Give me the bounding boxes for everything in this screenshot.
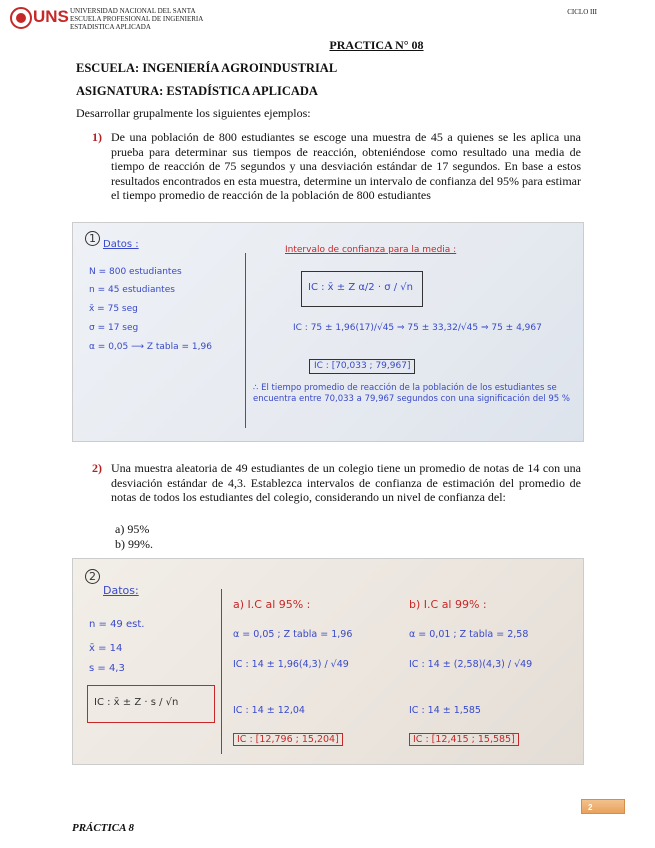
a-result: IC : [12,796 ; 15,204] [233, 733, 343, 746]
b-result: IC : [12,415 ; 15,585] [409, 733, 519, 746]
institution-line: ESTADISTICA APLICADA [70, 23, 151, 31]
option-b: b) 99%. [115, 537, 153, 551]
ic-heading: Intervalo de confianza para la media : [285, 245, 457, 255]
problem-text: Una muestra aleatoria de 49 estudiantes de un colegio tiene un promedio de notas de 14 con una desviación estándar de 4,3. Establezca intervalos de confianza de estimación del promedio de notas de todos los estudiantes del colegio, considerando un nivel de confianza del: [111, 461, 581, 504]
datos-item: n = 49 est. [89, 619, 145, 630]
ic-calc: IC : 75 ± 1,96(17)/√45 ⇒ 75 ± 33,32/√45 ⇒ 75 ± 4,967 [293, 323, 542, 333]
datos-item: s = 4,3 [89, 663, 125, 674]
datos-item: n = 45 estudiantes [89, 285, 175, 295]
escuela-line: ESCUELA: INGENIERÍA AGROINDUSTRIAL [76, 61, 338, 75]
a-line: IC : 14 ± 1,96(4,3) / √49 [233, 659, 349, 670]
problem-number: 2) [92, 461, 102, 475]
datos-item: σ = 17 seg [89, 323, 139, 333]
datos-item: N = 800 estudiantes [89, 267, 182, 277]
handwritten-solution-2 [72, 558, 584, 765]
ic-formula: IC : x̄ ± Z · s / √n [94, 697, 179, 708]
option-a: a) 95% [115, 522, 150, 536]
a-heading: a) I.C al 95% : [233, 598, 311, 611]
b-heading: b) I.C al 99% : [409, 598, 487, 611]
circle-number: 2 [85, 569, 100, 584]
a-line: α = 0,05 ; Z tabla = 1,96 [233, 629, 353, 640]
institution-block [70, 7, 203, 31]
conclusion-text: ∴ El tiempo promedio de reacción de la población de los estudiantes se encuentra entre 70,033 a 79,967 segundos con una significación del 95 % [253, 383, 570, 404]
b-line: IC : 14 ± (2,58)(4,3) / √49 [409, 659, 533, 670]
cycle-label: CICLO III [567, 8, 597, 16]
circle-number: 1 [85, 231, 100, 246]
problem-text: De una población de 800 estudiantes se escoge una muestra de 45 a quienes se les aplica una prueba para determinar sus tiempos de reacción, obteniéndose como resultado una media de tiempo de reacción de 75 segundos y una desviación estándar de 17 segundos. En base a estos resultados encontrados en esta muestra, determine un intervalo de confianza del 95% para estimar el tiempo promedio de reacción de la población de 800 estudiantes [111, 130, 581, 202]
intro-text: Desarrollar grupalmente los siguientes ejemplos: [76, 106, 311, 120]
a-line: IC : 14 ± 12,04 [233, 705, 305, 716]
ic-result: IC : [70,033 ; 79,967] [309, 359, 415, 374]
divider-line [221, 589, 222, 754]
handwritten-solution-1 [72, 222, 584, 442]
datos-item: x̄ = 14 [89, 643, 123, 654]
b-line: IC : 14 ± 1,585 [409, 705, 481, 716]
logo-text: UNS [33, 7, 69, 26]
datos-label: Datos: [103, 584, 139, 597]
page-title: PRACTICA N° 08 [329, 38, 424, 52]
datos-item: x̄ = 75 seg [89, 304, 138, 314]
uns-logo [10, 6, 69, 30]
b-line: α = 0,01 ; Z tabla = 2,58 [409, 629, 529, 640]
datos-item: α = 0,05 ⟶ Z tabla = 1,96 [89, 342, 212, 352]
ic-formula: IC : x̄ ± Z α/2 · σ / √n [308, 282, 413, 293]
institution-line: UNIVERSIDAD NACIONAL DEL SANTA [70, 7, 196, 15]
footer-label: PRÁCTICA 8 [72, 822, 135, 834]
page-number-badge: 2 [581, 799, 625, 814]
asignatura-line: ASIGNATURA: ESTADÍSTICA APLICADA [76, 84, 318, 98]
divider-line [245, 253, 246, 428]
problem-number: 1) [92, 130, 102, 144]
institution-line: ESCUELA PROFESIONAL DE INGENIERIA [70, 15, 204, 23]
datos-label: Datos : [103, 239, 139, 250]
